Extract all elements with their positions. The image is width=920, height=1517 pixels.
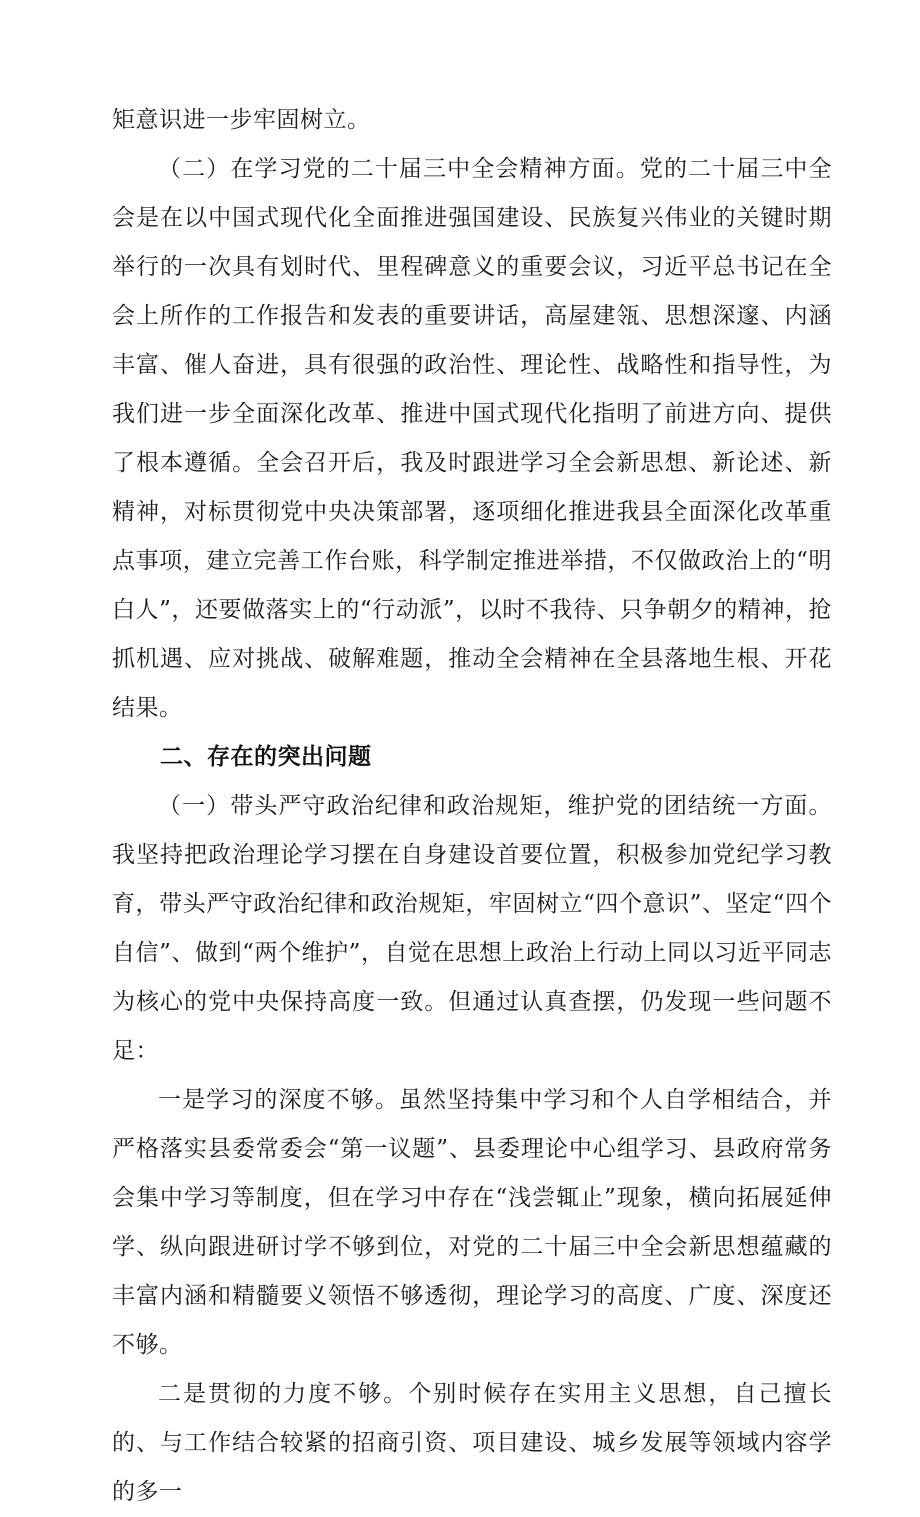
paragraph-continuation: 矩意识进一步牢固树立。 — [112, 107, 371, 133]
paragraph-study-depth: 一是学习的深度不够。虽然坚持集中学习和个人自学相结合，并严格落实县委常委会“第一议题”、县委理论中心组学习、县政府常务会集中学习等制度，但在学习中存在“浅尝辄止”现象，横向拓展延伸学、纵向跟进研讨学不够到位，对党的二十届三中全会新思想蕴藏的丰富内涵和精髓要义领悟不够透彻，理论学习的高度、广度、深度还不够。 — [112, 1087, 832, 1358]
section-heading-problems: 二、存在的突出问题 — [160, 744, 372, 770]
paragraph-political-discipline: （一）带头严守政治纪律和政治规矩，维护党的团结统一方面。我坚持把政治理论学习摆在自身建设首要位置，积极参加党纪学习教育，带头严守政治纪律和政治规矩，牢固树立“四个意识”、坚定“四个自信”、做到“两个维护”，自觉在思想上政治上行动上同以习近平同志为核心的党中央保持高度一致。但通过认真查摆，仍发现一些问题不足： — [112, 793, 832, 1064]
document-body — [112, 96, 832, 1517]
paragraph-implementation-strength: 二是贯彻的力度不够。个别时候存在实用主义思想，自己擅长的、与工作结合较紧的招商引资、项目建设、城乡发展等领域内容学的多一 — [112, 1381, 832, 1505]
paragraph-third-plenum: （二）在学习党的二十届三中全会精神方面。党的二十届三中全会是在以中国式现代化全面推进强国建设、民族复兴伟业的关键时期举行的一次具有划时代、里程碑意义的重要会议，习近平总书记在全会上所作的工作报告和发表的重要讲话，高屋建瓴、思想深邃、内涵丰富、催人奋进，具有很强的政治性、理论性、战略性和指导性，为我们进一步全面深化改革、推进中国式现代化指明了前进方向、提供了根本遵循。全会召开后，我及时跟进学习全会新思想、新论述、新精神，对标贯彻党中央决策部署，逐项细化推进我县全面深化改革重点事项，建立完善工作台账，科学制定推进举措，不仅做政治上的“明白人”，还要做落实上的“行动派”，以时不我待、只争朝夕的精神，抢抓机遇、应对挑战、破解难题，推动全会精神在全县落地生根、开花结果。 — [112, 156, 832, 721]
